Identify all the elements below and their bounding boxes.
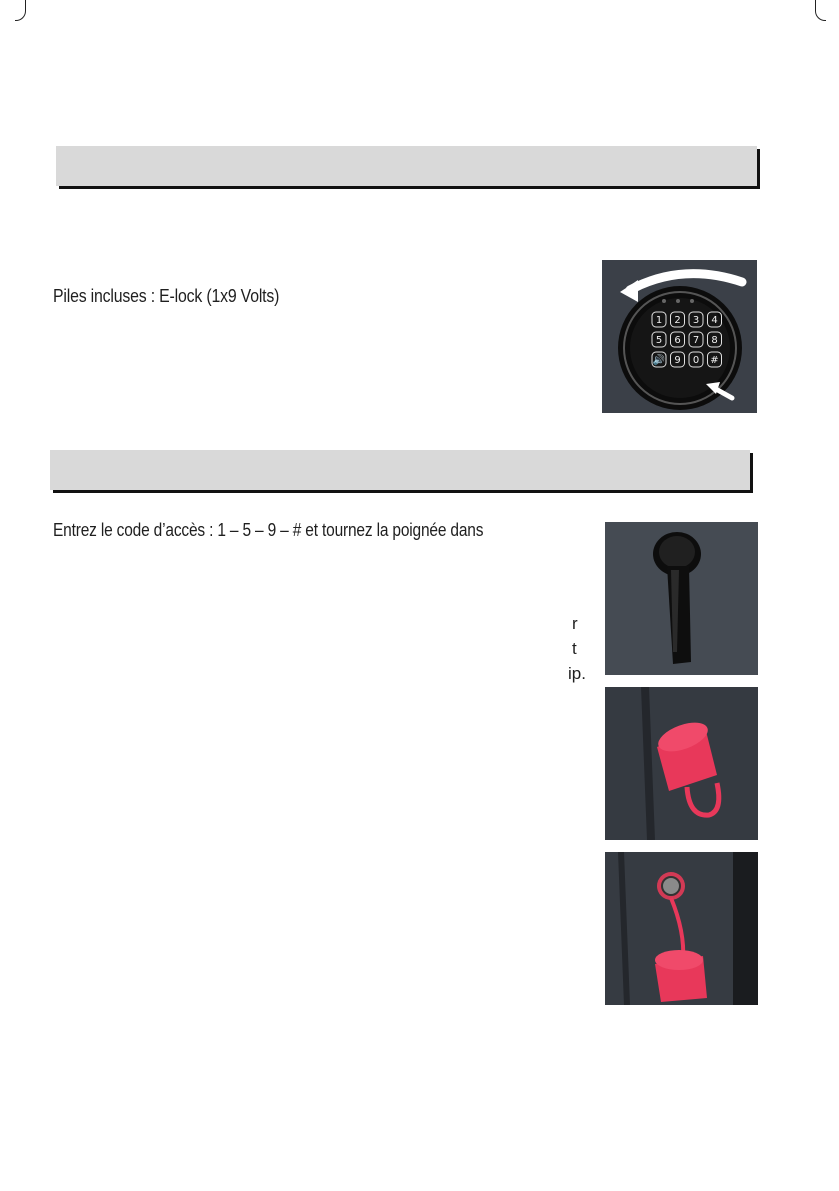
keypad-key-label: 8: [711, 335, 718, 346]
crop-mark-left: [15, 0, 26, 21]
safe-handle-image: [605, 522, 758, 675]
keypad-key-label: 3: [692, 315, 700, 326]
battery-info-text: Piles incluses : E-lock (1x9 Volts): [53, 286, 280, 306]
keypad-key-label: 5: [655, 335, 663, 346]
text-fragment-2: t: [572, 639, 577, 658]
keypad-key-label: 1: [655, 315, 663, 326]
section-heading-bar-1: [56, 146, 757, 186]
keypad-key-label: 2: [674, 315, 681, 326]
keypad-key-label: 0: [692, 355, 700, 366]
section-heading-bar-2: [50, 450, 750, 490]
crop-mark-right: [815, 0, 826, 21]
keypad-key-label: 4: [711, 315, 718, 326]
red-cap-image: [605, 687, 758, 840]
text-fragment-3: ip.: [568, 664, 586, 683]
access-code-instruction: Entrez le code d’accès : 1 – 5 – 9 – # et tournez la poignée dans: [53, 520, 484, 540]
keypad-key-label: 6: [674, 335, 681, 346]
keypad-key-label: 🔊: [652, 355, 666, 366]
keypad-key-label: 7: [692, 335, 700, 346]
keypad-key-label: #: [710, 355, 719, 366]
text-fragment-1: r: [572, 614, 578, 633]
keypad-key-label: 9: [674, 355, 681, 366]
red-cap-cable-image: [605, 852, 758, 1005]
keypad-lock-image: [602, 260, 757, 413]
